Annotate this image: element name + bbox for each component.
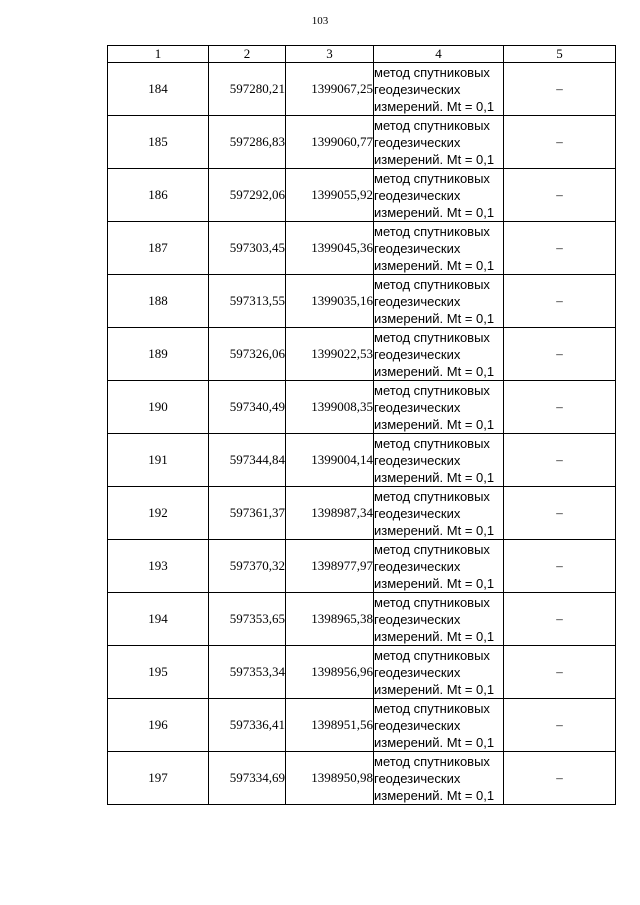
method-line-2: геодезических: [374, 399, 461, 415]
x-coordinate-cell: 597370,32: [209, 540, 286, 593]
method-cell: [374, 328, 504, 381]
note-cell: –: [504, 275, 616, 328]
note-cell: –: [504, 593, 616, 646]
method-cell: [374, 169, 504, 222]
x-coordinate-cell: 597313,55: [209, 275, 286, 328]
x-coordinate-cell: 597340,49: [209, 381, 286, 434]
x-coordinate-cell: 597326,06: [209, 328, 286, 381]
method-line-2: геодезических: [374, 187, 461, 203]
method-line-3: измерений. Mt = 0,1: [374, 98, 495, 114]
method-cell: [374, 434, 504, 487]
point-number-cell: 192: [108, 487, 209, 540]
method-line-3: измерений. Mt = 0,1: [374, 416, 495, 432]
x-coordinate-cell: 597292,06: [209, 169, 286, 222]
note-cell: –: [504, 328, 616, 381]
method-cell: [374, 646, 504, 699]
x-coordinate-cell: 597303,45: [209, 222, 286, 275]
y-coordinate-cell: 1399004,14: [286, 434, 374, 487]
y-coordinate-cell: 1398977,97: [286, 540, 374, 593]
table-row: [108, 275, 616, 328]
method-cell: [374, 63, 504, 116]
point-number-cell: 187: [108, 222, 209, 275]
table-row: [108, 487, 616, 540]
y-coordinate-cell: 1398951,56: [286, 699, 374, 752]
method-line-3: измерений. Mt = 0,1: [374, 628, 495, 644]
x-coordinate-cell: 597353,65: [209, 593, 286, 646]
y-coordinate-cell: 1399022,53: [286, 328, 374, 381]
method-line-1: метод спутниковых: [374, 117, 490, 133]
method-line-1: метод спутниковых: [374, 276, 490, 292]
x-coordinate-cell: 597344,84: [209, 434, 286, 487]
table-row: [108, 63, 616, 116]
note-cell: –: [504, 752, 616, 805]
method-line-2: геодезических: [374, 293, 461, 309]
method-cell: [374, 699, 504, 752]
method-line-3: измерений. Mt = 0,1: [374, 469, 495, 485]
method-line-1: метод спутниковых: [374, 329, 490, 345]
y-coordinate-cell: 1399045,36: [286, 222, 374, 275]
x-coordinate-cell: 597286,83: [209, 116, 286, 169]
method-line-3: измерений. Mt = 0,1: [374, 204, 495, 220]
note-cell: –: [504, 646, 616, 699]
method-line-2: геодезических: [374, 346, 461, 362]
x-coordinate-cell: 597280,21: [209, 63, 286, 116]
table-row: [108, 381, 616, 434]
y-coordinate-cell: 1398965,38: [286, 593, 374, 646]
method-line-2: геодезических: [374, 717, 461, 733]
method-line-2: геодезических: [374, 664, 461, 680]
coordinates-table: [107, 45, 616, 805]
point-number-cell: 190: [108, 381, 209, 434]
method-line-1: метод спутниковых: [374, 647, 490, 663]
y-coordinate-cell: 1399035,16: [286, 275, 374, 328]
method-cell: [374, 487, 504, 540]
point-number-cell: 184: [108, 63, 209, 116]
table-row: [108, 752, 616, 805]
method-line-3: измерений. Mt = 0,1: [374, 257, 495, 273]
point-number-cell: 195: [108, 646, 209, 699]
point-number-cell: 194: [108, 593, 209, 646]
note-cell: –: [504, 63, 616, 116]
method-line-3: измерений. Mt = 0,1: [374, 310, 495, 326]
column-header-y: 3: [286, 46, 374, 63]
table-row: [108, 646, 616, 699]
method-cell: [374, 222, 504, 275]
method-cell: [374, 275, 504, 328]
method-line-2: геодезических: [374, 505, 461, 521]
column-header-method: 4: [374, 46, 504, 63]
point-number-cell: 196: [108, 699, 209, 752]
point-number-cell: 193: [108, 540, 209, 593]
note-cell: –: [504, 116, 616, 169]
method-line-1: метод спутниковых: [374, 488, 490, 504]
method-line-1: метод спутниковых: [374, 223, 490, 239]
method-cell: [374, 381, 504, 434]
note-cell: –: [504, 169, 616, 222]
table-row: [108, 116, 616, 169]
method-line-1: метод спутниковых: [374, 170, 490, 186]
point-number-cell: 186: [108, 169, 209, 222]
column-header-x: 2: [209, 46, 286, 63]
method-cell: [374, 593, 504, 646]
note-cell: –: [504, 699, 616, 752]
note-cell: –: [504, 434, 616, 487]
table-row: [108, 328, 616, 381]
method-line-2: геодезических: [374, 240, 461, 256]
column-header-point: 1: [108, 46, 209, 63]
method-cell: [374, 116, 504, 169]
method-line-2: геодезических: [374, 558, 461, 574]
method-line-1: метод спутниковых: [374, 700, 490, 716]
table-row: [108, 434, 616, 487]
method-line-2: геодезических: [374, 611, 461, 627]
point-number-cell: 197: [108, 752, 209, 805]
x-coordinate-cell: 597361,37: [209, 487, 286, 540]
table-row: [108, 540, 616, 593]
column-header-note: 5: [504, 46, 616, 63]
method-line-1: метод спутниковых: [374, 435, 490, 451]
table-body: [108, 63, 616, 805]
page-number: 103: [311, 15, 329, 27]
table-header-row: [108, 46, 616, 63]
method-line-3: измерений. Mt = 0,1: [374, 363, 495, 379]
y-coordinate-cell: 1398956,96: [286, 646, 374, 699]
method-line-3: измерений. Mt = 0,1: [374, 575, 495, 591]
note-cell: –: [504, 381, 616, 434]
method-line-1: метод спутниковых: [374, 541, 490, 557]
y-coordinate-cell: 1399008,35: [286, 381, 374, 434]
note-cell: –: [504, 487, 616, 540]
table-row: [108, 593, 616, 646]
method-line-1: метод спутниковых: [374, 753, 490, 769]
point-number-cell: 188: [108, 275, 209, 328]
method-cell: [374, 540, 504, 593]
table-row: [108, 169, 616, 222]
method-line-3: измерений. Mt = 0,1: [374, 734, 495, 750]
method-line-2: геодезических: [374, 770, 461, 786]
note-cell: –: [504, 540, 616, 593]
y-coordinate-cell: 1398987,34: [286, 487, 374, 540]
table-row: [108, 699, 616, 752]
method-line-1: метод спутниковых: [374, 64, 490, 80]
x-coordinate-cell: 597336,41: [209, 699, 286, 752]
method-line-3: измерений. Mt = 0,1: [374, 787, 495, 803]
x-coordinate-cell: 597353,34: [209, 646, 286, 699]
note-cell: –: [504, 222, 616, 275]
y-coordinate-cell: 1399060,77: [286, 116, 374, 169]
method-line-2: геодезических: [374, 452, 461, 468]
method-line-1: метод спутниковых: [374, 382, 490, 398]
point-number-cell: 185: [108, 116, 209, 169]
method-line-3: измерений. Mt = 0,1: [374, 151, 495, 167]
method-line-2: геодезических: [374, 81, 461, 97]
method-line-3: измерений. Mt = 0,1: [374, 681, 495, 697]
y-coordinate-cell: 1399067,25: [286, 63, 374, 116]
method-line-2: геодезических: [374, 134, 461, 150]
method-line-1: метод спутниковых: [374, 594, 490, 610]
method-cell: [374, 752, 504, 805]
y-coordinate-cell: 1398950,98: [286, 752, 374, 805]
point-number-cell: 191: [108, 434, 209, 487]
method-line-3: измерений. Mt = 0,1: [374, 522, 495, 538]
y-coordinate-cell: 1399055,92: [286, 169, 374, 222]
point-number-cell: 189: [108, 328, 209, 381]
table-row: [108, 222, 616, 275]
x-coordinate-cell: 597334,69: [209, 752, 286, 805]
